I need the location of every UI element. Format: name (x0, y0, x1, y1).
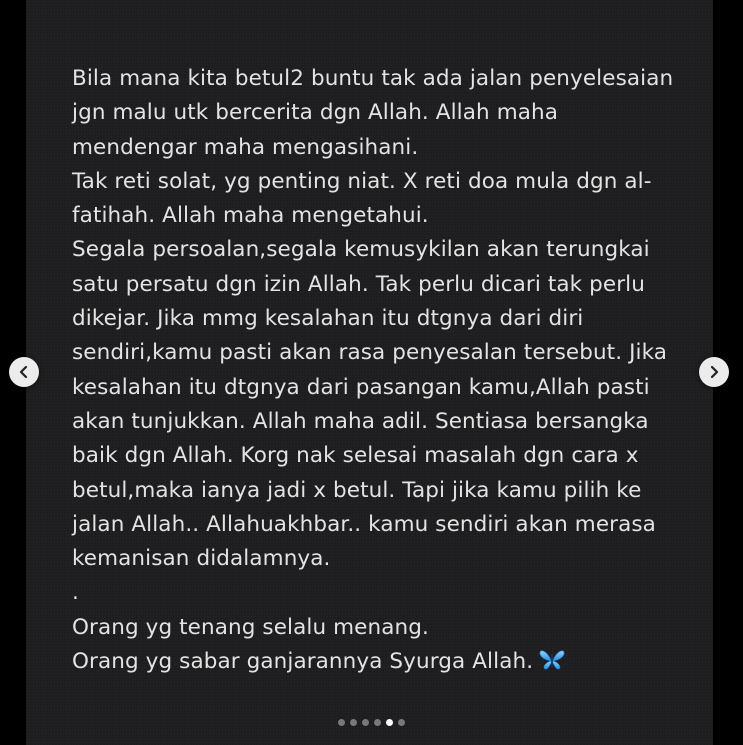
chevron-left-icon (17, 365, 31, 379)
text-line: jalan Allah.. Allahuakhbar.. kamu sendiri akan merasa (72, 511, 656, 537)
text-line: jgn malu utk bercerita dgn Allah. Allah maha (72, 100, 559, 126)
text-line: . (72, 580, 79, 606)
text-line: Bila mana kita betul2 buntu tak ada jalan penyelesaian (72, 66, 674, 91)
carousel-dot[interactable] (374, 719, 381, 726)
text-line: dikejar. Jika mmg kesalahan itu dtgnya dari diri (72, 306, 584, 332)
carousel-dot-active[interactable] (386, 719, 393, 726)
text-line: satu persatu dgn izin Allah. Tak perlu dicari tak perlu (72, 271, 645, 297)
carousel-dot[interactable] (338, 719, 345, 726)
next-slide-button[interactable] (699, 357, 729, 387)
text-line: sendiri,kamu pasti akan rasa penyesalan tersebut. Jika (72, 340, 668, 366)
previous-slide-button[interactable] (9, 357, 39, 387)
text-line: Orang yg tenang selalu menang. (72, 614, 429, 640)
carousel-dot[interactable] (350, 719, 357, 726)
carousel-indicator (0, 719, 743, 726)
carousel-slide (26, 0, 713, 745)
text-line: baik dgn Allah. Korg nak selesai masalah dgn cara x (72, 443, 639, 469)
text-line: kesalahan itu dtgnya dari pasangan kamu,Allah pasti (72, 374, 650, 400)
text-line: fatihah. Allah maha mengetahui. (72, 203, 429, 229)
text-line: Tak reti solat, yg penting niat. X reti doa mula dgn al- (72, 168, 652, 194)
text-line: mendengar maha mengasihani. (72, 134, 419, 160)
text-line: betul,maka ianya jadi x betul. Tapi jika kamu pilih ke (72, 477, 642, 503)
last-line (72, 645, 692, 679)
text-line: akan tunjukkan. Allah maha adil. Sentiasa bersangka (72, 408, 649, 434)
butterfly-icon (539, 648, 565, 670)
chevron-right-icon (707, 365, 721, 379)
post-text (72, 62, 692, 679)
text-line: kemanisan didalamnya. (72, 546, 331, 572)
carousel-dot[interactable] (398, 719, 405, 726)
text-line: Orang yg sabar ganjarannya Syurga Allah. (72, 649, 534, 675)
carousel-dot[interactable] (362, 719, 369, 726)
text-line: Segala persoalan,segala kemusykilan akan terungkai (72, 237, 650, 263)
